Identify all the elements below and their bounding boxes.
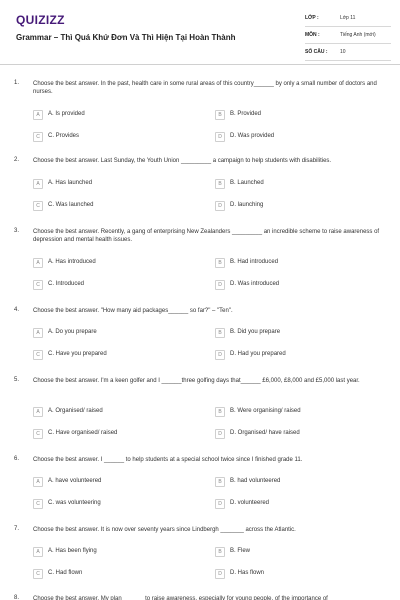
option-letter-box: C <box>33 350 43 360</box>
option-letter-box: C <box>33 201 43 211</box>
worksheet-header <box>0 0 400 62</box>
option-text: D. Had you prepared <box>230 351 286 357</box>
meta-label: SỐ CÂU : <box>305 49 328 55</box>
question-text: Choose the best answer. Last Sunday, the Youth Union _________ a campaign to help students with disabilities. <box>33 158 332 164</box>
answer-option-c[interactable] <box>33 429 193 439</box>
option-letter-box: D <box>215 132 225 142</box>
option-text: A. Has been flying <box>48 548 97 554</box>
question-number: 3. <box>14 228 20 234</box>
answer-option-c[interactable] <box>33 280 193 290</box>
question-text: Choose the best answer. In the past, health care in some rural areas of this country______ by only a small number of doctors and nurses. <box>33 81 377 95</box>
question-number: 8. <box>14 595 20 600</box>
header-divider <box>0 64 400 65</box>
option-text: A. Has launched <box>48 180 93 186</box>
worksheet-meta <box>305 13 391 64</box>
option-letter-box: D <box>215 201 225 211</box>
question-number: 5. <box>14 377 20 383</box>
option-letter-box: A <box>33 477 43 487</box>
meta-value: 10 <box>340 49 346 55</box>
option-text: C. Provides <box>48 133 80 139</box>
question-text: Choose the best answer. I'm a keen golfer and I ______three golfing days that______ £6,000, £8,000 and £5,000 last year. <box>33 378 360 384</box>
option-letter-box: B <box>215 477 225 487</box>
meta-value: Tiếng Anh (mới) <box>340 32 376 38</box>
meta-value: Lớp 11 <box>340 15 356 21</box>
option-letter-box: A <box>33 547 43 557</box>
option-letter-box: A <box>33 328 43 338</box>
option-text: C. Had flown <box>48 570 83 576</box>
option-text: A. have volunteered <box>48 478 102 484</box>
option-letter-box: C <box>33 280 43 290</box>
option-letter-box: C <box>33 569 43 579</box>
question-text: Choose the best answer. "How many aid packages______ so far?" – "Ten". <box>33 308 233 314</box>
answer-option-b[interactable] <box>215 407 375 417</box>
option-text: B. Launched <box>230 180 264 186</box>
answer-option-c[interactable] <box>33 132 193 142</box>
answer-option-d[interactable] <box>215 280 375 290</box>
option-letter-box: B <box>215 328 225 338</box>
option-text: D. Organised/ have raised <box>230 430 300 436</box>
answer-option-b[interactable] <box>215 547 375 557</box>
meta-subject-row <box>305 30 391 44</box>
option-text: C. Introduced <box>48 281 85 287</box>
option-letter-box: D <box>215 280 225 290</box>
answer-option-b[interactable] <box>215 179 375 189</box>
option-letter-box: A <box>33 407 43 417</box>
option-letter-box: C <box>33 499 43 509</box>
option-text: D. volunteered <box>230 500 270 506</box>
answer-option-a[interactable] <box>33 258 193 268</box>
option-letter-box: B <box>215 110 225 120</box>
option-letter-box: B <box>215 547 225 557</box>
meta-class-row <box>305 13 391 27</box>
option-text: A. Has introduced <box>48 259 96 265</box>
question-number: 4. <box>14 307 20 313</box>
option-text: A. Do you prepare <box>48 329 97 335</box>
option-text: C. was volunteering <box>48 500 101 506</box>
option-text: B. Had introduced <box>230 259 279 265</box>
question-text: Choose the best answer. It is now over seventy years since Lindbergh _______ across the Atlantic. <box>33 527 296 533</box>
option-text: C. Have you prepared <box>48 351 107 357</box>
option-letter-box: B <box>215 179 225 189</box>
question-text: Choose the best answer. I ______ to help students at a special school twice since I finished grade 11. <box>33 457 303 463</box>
answer-option-b[interactable] <box>215 328 375 338</box>
answer-option-c[interactable] <box>33 201 193 211</box>
option-text: D. Was provided <box>230 133 275 139</box>
option-text: D. launching <box>230 202 264 208</box>
option-text: C. Was launched <box>48 202 94 208</box>
option-letter-box: B <box>215 258 225 268</box>
question-number: 1. <box>14 80 20 86</box>
option-letter-box: D <box>215 350 225 360</box>
meta-label: MÔN : <box>305 32 320 38</box>
answer-option-d[interactable] <box>215 201 375 211</box>
option-letter-box: C <box>33 429 43 439</box>
answer-option-b[interactable] <box>215 258 375 268</box>
meta-label: LỚP : <box>305 15 319 21</box>
answer-option-b[interactable] <box>215 477 375 487</box>
answer-option-a[interactable] <box>33 110 193 120</box>
option-letter-box: D <box>215 429 225 439</box>
answer-option-c[interactable] <box>33 350 193 360</box>
option-text: A. Is provided <box>48 111 85 117</box>
question-text: Choose the best answer. Recently, a gang of enterprising New Zealanders _________ an incredible scheme to raise awareness of depression and mental health issues. <box>33 229 380 243</box>
question-number: 7. <box>14 526 20 532</box>
option-text: B. had volunteered <box>230 478 281 484</box>
answer-option-a[interactable] <box>33 477 193 487</box>
answer-option-a[interactable] <box>33 179 193 189</box>
quizizz-logo: QUIZIZZ <box>16 13 65 27</box>
answer-option-d[interactable] <box>215 350 375 360</box>
option-text: B. Provided <box>230 111 262 117</box>
option-text: A. Organised/ raised <box>48 408 103 414</box>
option-letter-box: C <box>33 132 43 142</box>
answer-option-a[interactable] <box>33 328 193 338</box>
answer-option-d[interactable] <box>215 499 375 509</box>
option-text: C. Have organised/ raised <box>48 430 118 436</box>
question-text: Choose the best answer. My plan ______ to raise awareness, especially for young people, of the importance of <box>33 596 328 600</box>
option-letter-box: D <box>215 569 225 579</box>
question-number: 2. <box>14 157 20 163</box>
option-letter-box: B <box>215 407 225 417</box>
option-letter-box: A <box>33 258 43 268</box>
answer-option-c[interactable] <box>33 499 193 509</box>
answer-option-d[interactable] <box>215 569 375 579</box>
question-number: 6. <box>14 456 20 462</box>
option-letter-box: A <box>33 179 43 189</box>
answer-option-b[interactable] <box>215 110 375 120</box>
answer-option-a[interactable] <box>33 407 193 417</box>
answer-option-d[interactable] <box>215 429 375 439</box>
option-letter-box: D <box>215 499 225 509</box>
answer-option-a[interactable] <box>33 547 193 557</box>
option-text: D. Has flown <box>230 570 265 576</box>
option-text: B. Flew <box>230 548 251 554</box>
option-text: B. Were organising/ raised <box>230 408 301 414</box>
answer-option-c[interactable] <box>33 569 193 579</box>
option-text: D. Was introduced <box>230 281 280 287</box>
worksheet-title: Grammar – Thì Quá Khứ Đơn Và Thì Hiện Tại Hoàn Thành <box>16 33 236 42</box>
option-letter-box: A <box>33 110 43 120</box>
meta-count-row <box>305 47 391 61</box>
answer-option-d[interactable] <box>215 132 375 142</box>
option-text: B. Did you prepare <box>230 329 281 335</box>
